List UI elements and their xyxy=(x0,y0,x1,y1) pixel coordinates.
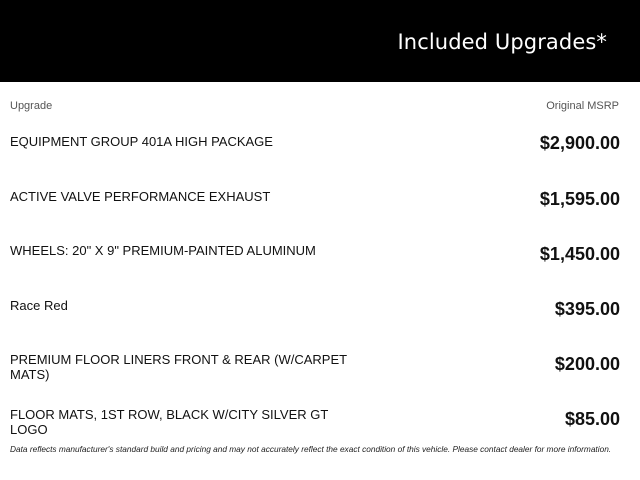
upgrade-name: EQUIPMENT GROUP 401A HIGH PACKAGE xyxy=(10,134,273,149)
upgrade-price: $1,595.00 xyxy=(539,188,620,209)
upgrade-row xyxy=(0,397,640,452)
disclaimer-text: Data reflects manufacturer's standard build and pricing and may not accurately reflect the exact condition of this vehicle. Please contact dealer for more information. xyxy=(10,444,612,454)
upgrade-name: ACTIVE VALVE PERFORMANCE EXHAUST xyxy=(10,188,271,204)
upgrade-price: $395.00 xyxy=(554,298,620,319)
upgrade-row xyxy=(0,288,640,343)
upgrade-price: $1,450.00 xyxy=(539,244,620,264)
upgrade-name: WHEELS: 20" X 9" PREMIUM-PAINTED ALUMINUM xyxy=(10,243,316,258)
upgrade-row xyxy=(0,124,640,179)
upgrade-price: $85.00 xyxy=(564,408,620,429)
page-title: Included Upgrades* xyxy=(397,30,607,54)
upgrade-price: $200.00 xyxy=(554,354,620,374)
upgrade-name: PREMIUM FLOOR LINERS FRONT & REAR (W/CARPET MATS) xyxy=(10,352,347,382)
upgrades-list xyxy=(0,124,640,451)
upgrade-row xyxy=(0,179,640,234)
upgrade-row xyxy=(0,233,640,288)
column-header-msrp: Original MSRP xyxy=(546,100,619,112)
upgrade-name: Race Red xyxy=(10,297,68,313)
upgrade-price: $2,900.00 xyxy=(539,133,620,153)
upgrade-row xyxy=(0,342,640,397)
upgrade-name: FLOOR MATS, 1ST ROW, BLACK W/CITY SILVER GT LOGO xyxy=(10,406,329,437)
header-banner xyxy=(0,0,640,82)
column-header-upgrade: Upgrade xyxy=(10,100,53,112)
